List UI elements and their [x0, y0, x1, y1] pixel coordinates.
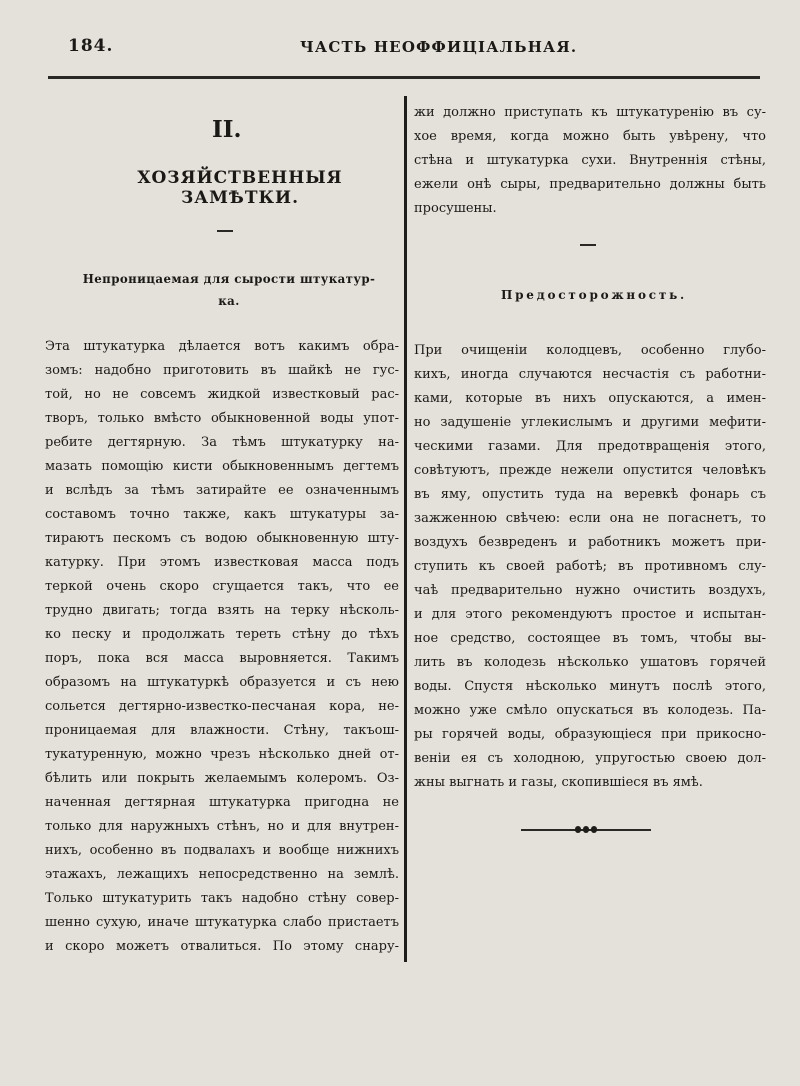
text-line: При очищеніи колодцевъ, особенно глубо-: [414, 343, 766, 358]
text-line: жи должно приступать къ штукатуренію въ су-: [414, 105, 766, 120]
ornament-dot: [575, 826, 581, 833]
section-number: II.: [212, 116, 242, 143]
text-line: той, но не совсемъ жидкой известковый рас-: [45, 387, 399, 402]
text-line: поръ, пока вся масса выровняется. Такимъ: [45, 651, 399, 666]
text-line: ступить къ своей работѣ; въ противномъ слу-: [414, 559, 766, 574]
text-line: теркой очень скоро сгущается такъ, что ее: [45, 579, 399, 594]
text-line: катурку. При этомъ известковая масса подъ: [45, 555, 399, 570]
page-header: [0, 30, 800, 60]
right-column: [414, 96, 769, 796]
ornament-dot: [591, 826, 597, 833]
text-line: въ яму, опустить туда на веревкѣ фонарь съ: [414, 487, 766, 502]
section-title: ХОЗЯЙСТВЕННЫЯ ЗАМѢТКИ.: [137, 168, 343, 208]
text-line: ежели онѣ сыры, предварительно должны быть: [414, 177, 766, 192]
text-line: стѣна и штукатурка сухи. Внутреннія стѣны,: [414, 153, 766, 168]
text-line: жны выгнать и газы, скопившіеся въ ямѣ.: [414, 775, 703, 790]
text-line: воздухъ безвреденъ и работникъ можетъ при-: [414, 535, 766, 550]
article-title: Предосторожность.: [500, 288, 688, 302]
ornament-dot: [583, 826, 589, 833]
text-line: ное средство, состоящее въ томъ, чтобы вы-: [414, 631, 766, 646]
text-line: тираютъ пескомъ съ водою обыкновенную шту-: [45, 531, 399, 546]
text-line: ребите дегтярную. За тѣмъ штукатурку на-: [45, 435, 399, 450]
text-line: ко песку и продолжать тереть стѣну до тѣхъ: [45, 627, 399, 642]
text-line: Только штукатурить такъ надобно стѣну совер-: [45, 891, 399, 906]
text-line: мазать помощію кисти обыкновеннымъ дегтемъ: [45, 459, 399, 474]
text-line: можно уже смѣло опускаться въ колодезь. Па-: [414, 703, 766, 718]
text-line: зажженною свѣчею: если она не погаснетъ, то: [414, 511, 766, 526]
text-line: лить въ колодезь нѣсколько ушатовъ горячей: [414, 655, 766, 670]
section-dash: [580, 244, 596, 246]
text-line: проницаемая для влажности. Стѣну, такъош-: [45, 723, 399, 738]
text-line: но задушеніе углекислымъ и другими мефити-: [414, 415, 766, 430]
text-line: кихъ, иногда случаются несчастія съ работни-: [414, 367, 766, 382]
text-line: ры горячей воды, образующіеся при прикосно-: [414, 727, 766, 742]
left-column: [45, 96, 403, 966]
text-line: и вслѣдъ за тѣмъ затирайте ее означеннымъ: [45, 483, 399, 498]
text-line: и скоро можетъ отвалиться. По этому снару-: [45, 939, 399, 954]
text-line: просушены.: [414, 201, 497, 216]
text-line: трудно двигать; тогда взять на терку нѣсколь-: [45, 603, 399, 618]
text-line: шенно сухую, иначе штукатурка слабо пристаетъ: [45, 915, 399, 930]
page-number: 184.: [68, 36, 114, 56]
text-line: чаѣ предварительно нужно очистить воздухъ,: [414, 583, 766, 598]
text-line: этажахъ, лежащихъ непосредственно на землѣ.: [45, 867, 399, 882]
text-line: сольется дегтярно-известко-песчаная кора, не-: [45, 699, 399, 714]
text-line: наченная дегтярная штукатурка пригодна не: [45, 795, 399, 810]
text-line: Эта штукатурка дѣлается вотъ какимъ обра-: [45, 339, 399, 354]
text-line: бѣлить или покрыть желаемымъ колеромъ. Оз-: [45, 771, 399, 786]
column-divider: [404, 96, 407, 962]
ornament-divider: [521, 828, 651, 832]
text-line: нихъ, особенно въ подвалахъ и вообще нижнихъ: [45, 843, 399, 858]
text-line: тукатуренную, можно чрезъ нѣсколько дней от-: [45, 747, 399, 762]
text-line: творъ, только вмѣсто обыкновенной воды упот-: [45, 411, 399, 426]
text-line: и для этого рекомендуютъ простое и испытан-: [414, 607, 766, 622]
header-rule: [48, 76, 760, 79]
text-line: только для наружныхъ стѣнъ, но и для внутрен-: [45, 819, 399, 834]
text-line: составомъ точно также, какъ штукатуры за-: [45, 507, 399, 522]
text-line: хое время, когда можно быть увѣрену, что: [414, 129, 766, 144]
text-line: ческими газами. Для предотвращенія этого,: [414, 439, 766, 454]
text-line: воды. Спустя нѣсколько минутъ послѣ этого,: [414, 679, 766, 694]
article-title-line-1: Непроницаемая для сырости штукатур-: [82, 272, 376, 286]
text-line: совѣтуютъ, прежде нежели опустится человѣкъ: [414, 463, 766, 478]
section-dash: [217, 230, 233, 232]
article-title-line-2: ка.: [218, 294, 240, 308]
text-line: ками, которые въ нихъ опускаются, а имен-: [414, 391, 766, 406]
text-line: образомъ на штукатуркѣ образуется и съ нею: [45, 675, 399, 690]
text-line: зомъ: надобно приготовить въ шайкѣ не гус-: [45, 363, 399, 378]
text-line: веніи ея съ холодною, упругостью своею дол-: [414, 751, 766, 766]
running-head: ЧАСТЬ НЕОФФИЦІАЛЬНАЯ.: [300, 38, 578, 56]
